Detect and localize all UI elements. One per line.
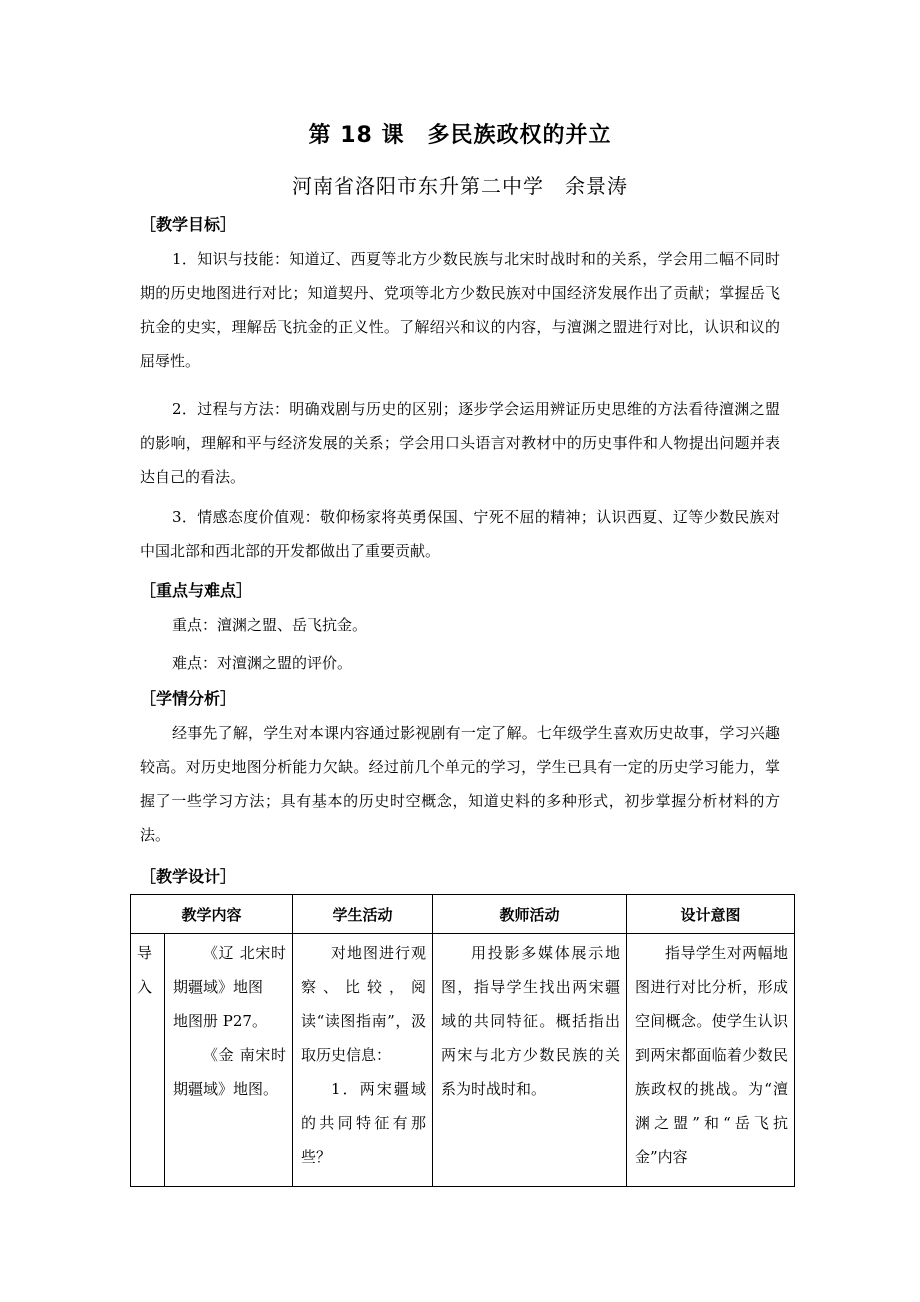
focus-point: 重点：澶渊之盟、岳飞抗金。 [172, 616, 368, 634]
table-row [131, 934, 795, 1187]
student-analysis-heading: ［学情分析］ [140, 689, 237, 708]
column-header: 学生活动 [293, 895, 433, 934]
objective-1: 1．知识与技能：知道辽、西夏等北方少数民族与北宋时战时和的关系，学会用二幅不同时期的历史地图进行对比；知道契丹、党项等北方少数民族对中国经济发展作出了贡献；掌握岳飞抗金的史实，理解岳飞抗金的正义性。了解绍兴和议的内容，与澶渊之盟进行对比，认识和议的屈辱性。 [140, 250, 780, 370]
objective-2: 2．过程与方法：明确戏剧与历史的区别；逐步学会运用辨证历史思维的方法看待澶渊之盟的影响，理解和平与经济发展的关系；学会用口头语言对教材中的历史事件和人物提出问题并表达自己的看法。 [140, 400, 780, 486]
column-header: 设计意图 [627, 895, 795, 934]
student-activity-text: 对地图进行观察、比较，阅读“读图指南”，汲取历史信息： [301, 944, 427, 1064]
student-activity-cell [293, 934, 433, 1187]
table-header-row [131, 895, 795, 934]
stage-cell: 导入 [131, 934, 165, 1187]
content-map-1: 《辽 北宋时期疆域》地图 [173, 944, 287, 996]
teacher-activity-cell [433, 934, 627, 1187]
objective-3: 3．情感态度价值观：敬仰杨家将英勇保国、宁死不屈的精神；认识西夏、辽等少数民族对中国北部和西北部的开发都做出了重要贡献。 [140, 508, 780, 560]
teacher-activity-text: 用投影多媒体展示地图，指导学生找出两宋疆域的共同特征。概括指出两宋与北方少数民族的关系为时战时和。 [441, 944, 621, 1098]
student-analysis-text: 经事先了解，学生对本课内容通过影视剧有一定了解。七年级学生喜欢历史故事，学习兴趣较高。对历史地图分析能力欠缺。经过前几个单元的学习，学生已具有一定的历史学习能力，掌握了一些学习方法；具有基本的历史时空概念，知道史料的多种形式，初步掌握分析材料的方法。 [140, 724, 780, 844]
design-table [130, 894, 795, 1187]
difficulty-point: 难点：对澶渊之盟的评价。 [172, 654, 353, 672]
design-intent-text: 指导学生对两幅地图进行对比分析，形成空间概念。使学生认识到两宋都面临着少数民族政权的挑战。为“澶渊之盟”和“岳飞抗金”内容 [635, 944, 789, 1166]
design-heading: ［教学设计］ [140, 867, 237, 886]
content-map-2: 《金 南宋时期疆域》地图。 [173, 1046, 287, 1098]
column-header: 教师活动 [433, 895, 627, 934]
lesson-title: 第 18 课 多民族政权的并立 [308, 123, 612, 148]
content-cell [165, 934, 293, 1187]
student-question: 1．两宋疆域的共同特征有那些？ [301, 1080, 427, 1166]
author-line: 河南省洛阳市东升第二中学 余景涛 [292, 174, 628, 198]
key-points-heading: ［重点与难点］ [140, 581, 253, 600]
objectives-heading: ［教学目标］ [140, 215, 237, 234]
content-atlas: 地图册 P27。 [173, 1012, 267, 1030]
design-intent-cell [627, 934, 795, 1187]
column-header: 教学内容 [131, 895, 293, 934]
